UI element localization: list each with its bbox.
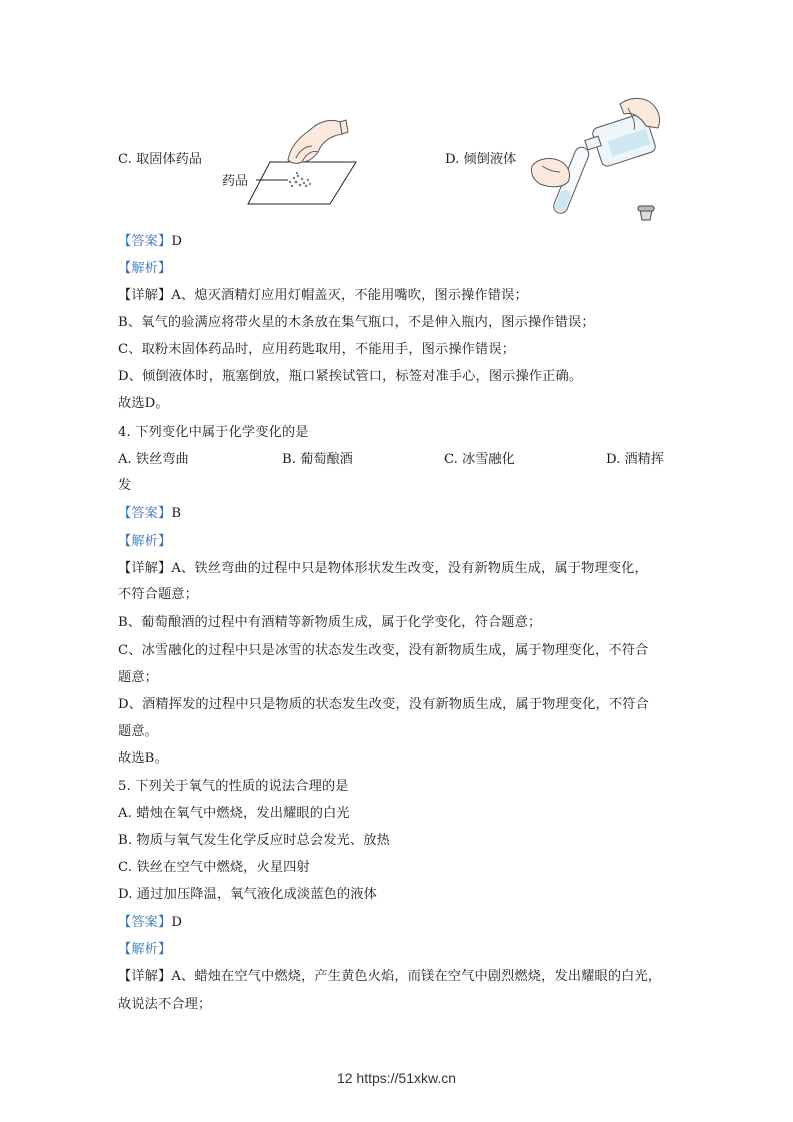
q5-option-d: D. 通过加压降温，氧气液化成淡蓝色的液体	[118, 887, 378, 902]
answer-value: D	[171, 915, 183, 930]
q4-detail-line-b: B、葡萄酿酒的过程中有酒精等新物质生成，属于化学变化，符合题意；	[118, 615, 542, 630]
detail-text: A、熄灭酒精灯应用灯帽盖灭，不能用嘴吹，图示操作错误；	[171, 288, 528, 303]
q4-analysis-tag	[118, 532, 171, 552]
q4-detail-line-c-wrap: 题意；	[118, 670, 159, 685]
q4-option-b: B. 葡萄酿酒	[282, 452, 353, 467]
q3-option-d: D. 倾倒液体	[445, 152, 517, 167]
answer-value: B	[171, 506, 182, 521]
detail-text: A、铁丝弯曲的过程中只是物体形状发生改变，没有新物质生成，属于物理变化，	[171, 561, 648, 576]
q3-answer	[118, 232, 182, 252]
answer-tag: 【答案】	[118, 506, 172, 521]
take-solid-drug-figure	[218, 112, 358, 216]
q3-detail-line-c: C、取粉末固体药品时，应用药匙取用，不能用手，图示操作错误；	[118, 342, 516, 357]
q4-detail-line-c: C、冰雪融化的过程中只是冰雪的状态发生改变，没有新物质生成，属于物理变化，不符合	[118, 643, 649, 658]
answer-tag: 【答案】	[118, 234, 172, 249]
q4-detail-line-a-wrap: 不符合题意；	[118, 587, 199, 602]
q4-option-d: D. 酒精挥	[606, 452, 665, 467]
q4-option-d-wrap: 发	[118, 478, 132, 493]
q3-analysis-tag	[118, 259, 171, 279]
q5-detail-line-a	[118, 967, 661, 987]
q5-stem: 5. 下列关于氧气的性质的说法合理的是	[118, 779, 349, 794]
detail-text: A、蜡烛在空气中燃烧，产生黄色火焰，而镁在空气中剧烈燃烧，发出耀眼的白光，	[171, 969, 662, 984]
q4-detail-line-d-wrap: 题意。	[118, 724, 159, 739]
page-footer: 12 https://51xkw.cn	[336, 1070, 457, 1086]
detail-tag: 【详解】	[118, 969, 172, 984]
q3-detail-line-a	[118, 286, 528, 306]
q4-conclusion: 故选B。	[118, 751, 168, 766]
answer-value: D	[171, 234, 183, 249]
q3-detail-line-b: B、氧气的验满应将带火星的木条放在集气瓶口，不是伸入瓶内，图示操作错误；	[118, 315, 595, 330]
q4-detail-line-d: D、酒精挥发的过程中只是物质的状态发生改变，没有新物质生成，属于物理变化，不符合	[118, 697, 649, 712]
q4-option-c: C. 冰雪融化	[444, 452, 515, 467]
q4-stem: 4. 下列变化中属于化学变化的是	[118, 425, 309, 440]
q5-answer	[118, 913, 182, 933]
q3-option-c: C. 取固体药品	[118, 152, 202, 167]
q5-option-a: A. 蜡烛在氧气中燃烧，发出耀眼的白光	[118, 806, 350, 821]
q4-answer	[118, 504, 181, 524]
q4-option-a: A. 铁丝弯曲	[118, 452, 189, 467]
answer-tag: 【答案】	[118, 915, 172, 930]
detail-tag: 【详解】	[118, 561, 172, 576]
q4-detail-line-a	[118, 559, 648, 579]
q3-conclusion: 故选D。	[118, 396, 169, 411]
q5-detail-line-a-wrap: 故说法不合理；	[118, 997, 212, 1012]
q5-option-c: C. 铁丝在空气中燃烧，火星四射	[118, 860, 310, 875]
q3-detail-line-d: D、倾倒液体时，瓶塞倒放，瓶口紧挨试管口，标签对准手心，图示操作正确。	[118, 369, 583, 384]
detail-tag: 【详解】	[118, 288, 172, 303]
analysis-tag: 【解析】	[118, 261, 172, 276]
drug-label: 药品	[222, 174, 249, 189]
q5-analysis-tag	[118, 940, 171, 960]
pour-liquid-figure	[528, 96, 668, 228]
analysis-tag: 【解析】	[118, 534, 172, 549]
analysis-tag: 【解析】	[118, 942, 172, 957]
q5-option-b: B. 物质与氧气发生化学反应时总会发光、放热	[118, 833, 390, 848]
